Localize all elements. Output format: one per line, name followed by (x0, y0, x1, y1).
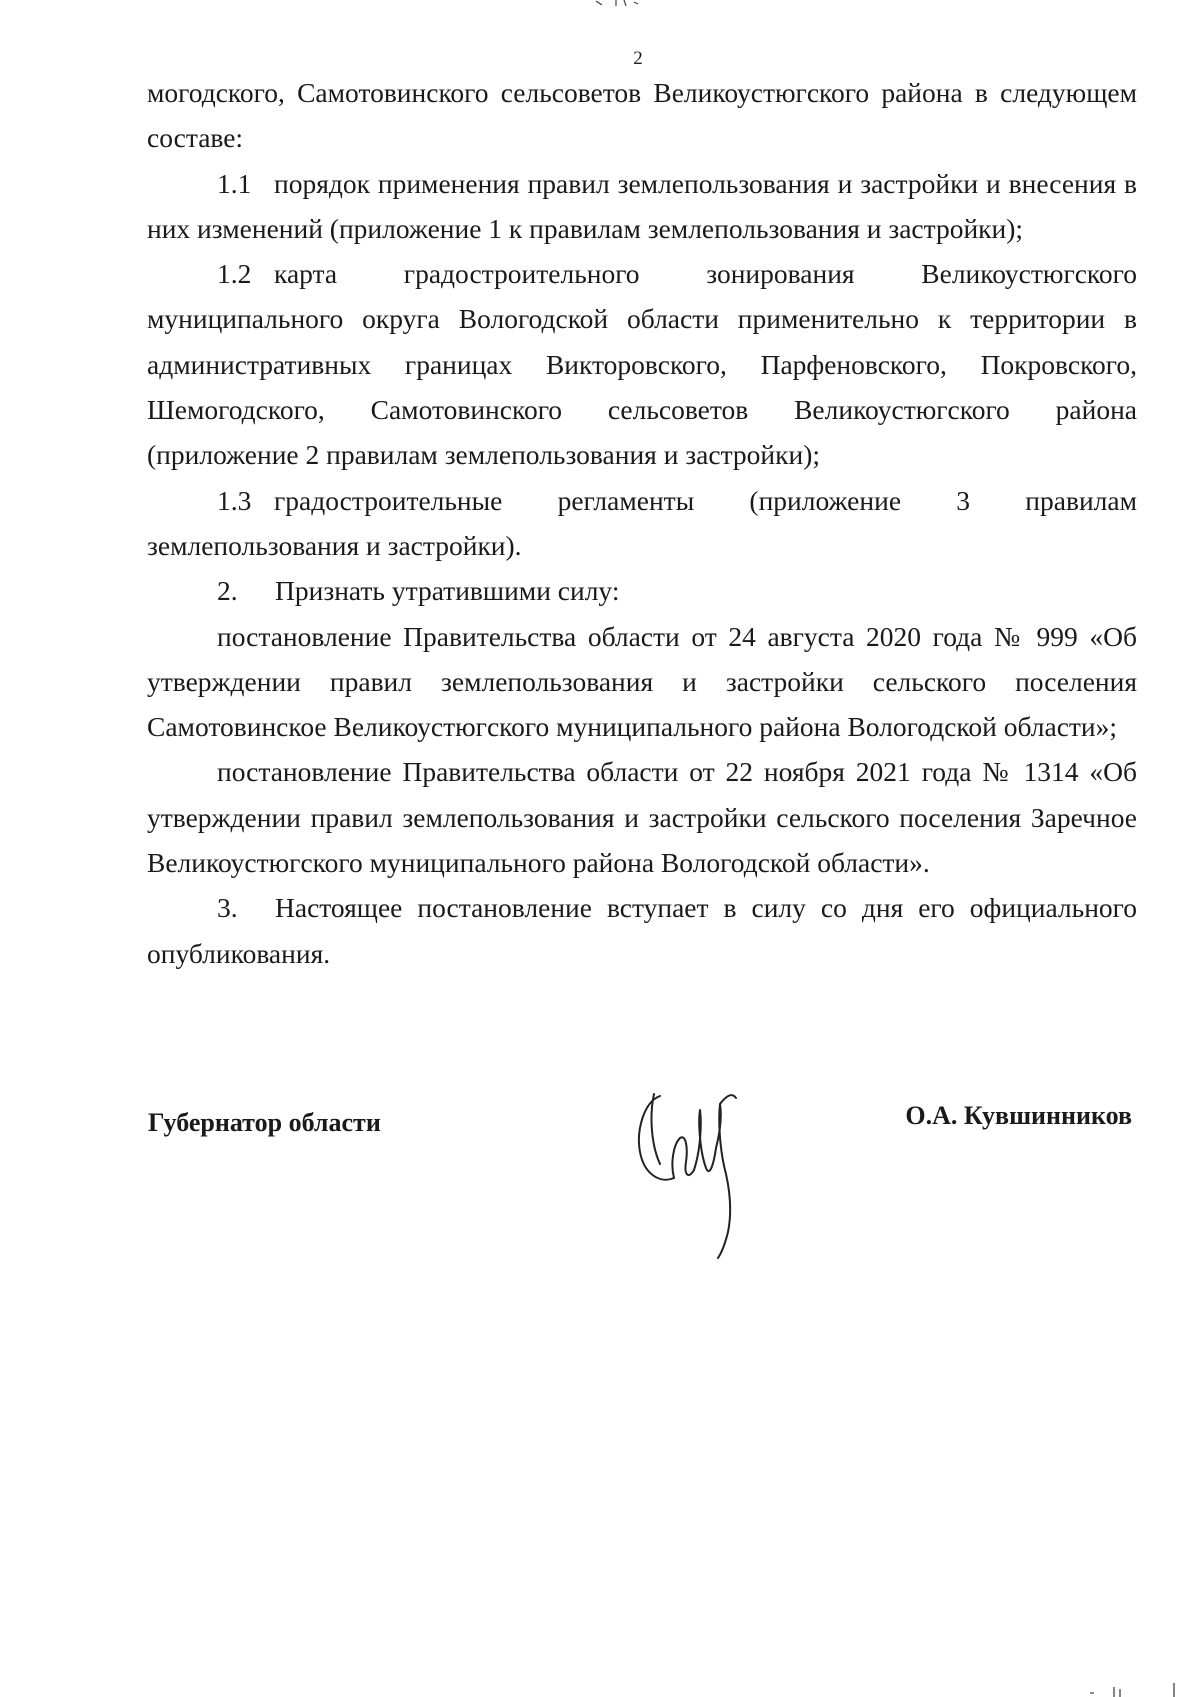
paragraph-repealed-1: постановление Правительства области от 24 августа 2020 года № 999 «Об утверждении правил землепользования и застройки сельского поселения Самотовинское Великоустюгского муниципального района Вологодской области»; (147, 620, 1137, 743)
item-number: 2. (217, 575, 238, 607)
item-number: 3. (217, 892, 238, 924)
item-number: 1.2 (217, 258, 252, 290)
handwritten-signature (630, 1082, 760, 1262)
scan-mark-corner (1070, 1681, 1180, 1697)
paragraph-item-3 (147, 885, 1137, 976)
item-text: карта градостроительного зонирования Великоустюгского муниципального округа Вологодской области применительно к территории в административных границах Викторовского, Парфеновского, Покровского, Шемогодского, Самотовинского сельсоветов Великоустюгского района (приложение 2 правилам землепользования и застройки); (147, 258, 1137, 471)
paragraph-repealed-2: постановление Правительства области от 22 ноября 2021 года № 1314 «Об утверждении правил землепользования и застройки сельского поселения Заречное Великоустюгского муниципального района Вологодской области». (147, 756, 1137, 879)
signatory-title: Губернатор области (148, 1108, 381, 1137)
paragraph-item-2 (147, 568, 1137, 613)
paragraph-item-1-1 (147, 161, 1137, 252)
paragraph-item-1-3 (147, 478, 1137, 569)
document-body (147, 70, 1137, 976)
page-number: 2 (633, 48, 643, 69)
item-text: Признать утратившими силу: (275, 575, 620, 607)
item-number: 1.1 (217, 167, 252, 199)
item-text: порядок применения правил землепользования и застройки и внесения в них изменений (приложение 1 к правилам землепользования и застройки); (147, 167, 1137, 244)
paragraph-continuation: могодского, Самотовинского сельсоветов Великоустюгского района в следующем составе: (147, 77, 1137, 154)
scan-mark-top (590, 0, 650, 6)
signatory-name: О.А. Кувшинников (905, 1101, 1132, 1130)
paragraph-item-1-2 (147, 251, 1137, 477)
item-text: Настоящее постановление вступает в силу со дня его официального опубликования. (147, 892, 1137, 969)
item-number: 1.3 (217, 484, 252, 516)
item-text: градостроительные регламенты (приложение 3 правилам землепользования и застройки). (147, 484, 1137, 561)
